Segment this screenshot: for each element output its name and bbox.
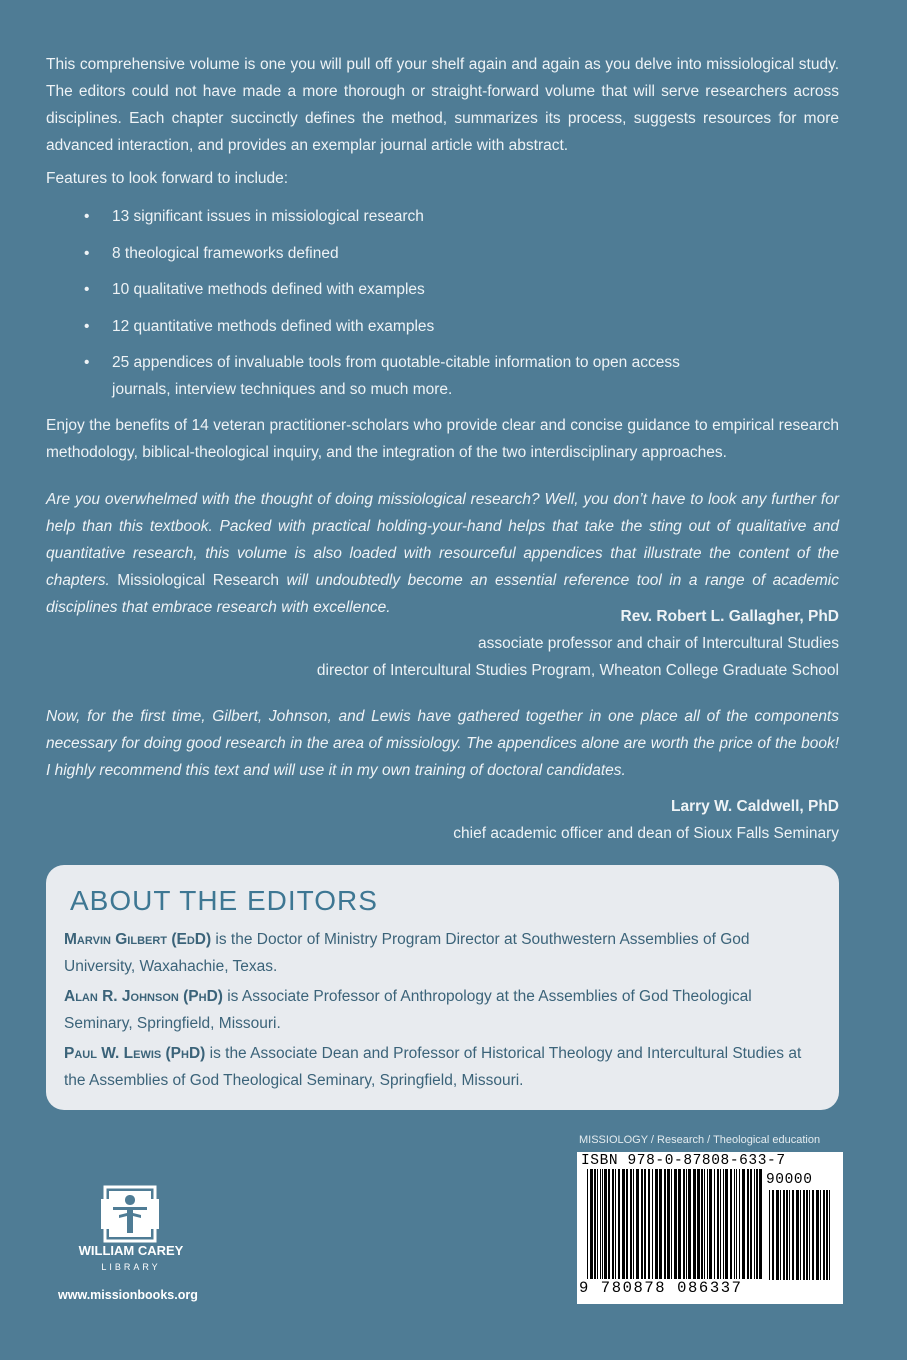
feature-item: • 12 quantitative methods defined with examples xyxy=(84,313,684,340)
isbn-label: ISBN 978-0-87808-633-7 xyxy=(581,1153,786,1169)
barcode-bar xyxy=(683,1169,685,1279)
bullet-icon: • xyxy=(84,354,90,371)
barcode-bar xyxy=(688,1169,691,1279)
barcode-bar xyxy=(800,1190,801,1280)
barcode-bar xyxy=(739,1169,740,1279)
barcode-bar xyxy=(812,1190,814,1280)
barcode-bar xyxy=(789,1190,790,1280)
barcode-bar xyxy=(725,1169,728,1279)
barcode-bar xyxy=(806,1190,808,1280)
editor-bio: Marvin Gilbert (EdD) is the Doctor of Ministry Program Director at Southwestern Assemblies of God University, Waxahachie, Texas. xyxy=(64,931,750,975)
barcode-bar xyxy=(608,1169,610,1279)
barcode-bar xyxy=(701,1169,703,1279)
barcode-bar xyxy=(594,1169,596,1279)
barcode-bar xyxy=(618,1169,620,1279)
barcode-bar xyxy=(820,1190,821,1280)
barcode-bar xyxy=(630,1169,632,1279)
endorser-title: chief academic officer and dean of Sioux Falls Seminary xyxy=(453,825,839,842)
bullet-icon: • xyxy=(84,244,90,262)
barcode-bar xyxy=(769,1190,770,1280)
barcode-bar xyxy=(636,1169,639,1279)
barcode-bar xyxy=(720,1169,721,1279)
features-list xyxy=(84,203,684,413)
barcode-bar xyxy=(671,1169,672,1279)
barcode-bar xyxy=(776,1190,779,1280)
barcode-bar xyxy=(655,1169,658,1279)
about-editors-panel xyxy=(46,865,839,1110)
barcode-bar xyxy=(664,1169,666,1279)
barcode-bar xyxy=(686,1169,687,1279)
barcode-bar xyxy=(600,1169,601,1279)
bullet-icon: • xyxy=(84,281,90,298)
barcode-bar xyxy=(652,1169,653,1279)
barcode-bar xyxy=(723,1169,724,1279)
closing-paragraph: Enjoy the benefits of 14 veteran practitioner-scholars who provide clear and concise guidance to empirical research methodology, biblical-theological inquiry, and the integration of the two interdisciplinary approaches. xyxy=(46,417,839,461)
subject-category: MISSIOLOGY / Research / Theological education xyxy=(579,1134,821,1146)
barcode-bar xyxy=(759,1169,762,1279)
barcode-bar xyxy=(736,1169,737,1279)
publisher-name: WILLIAM CAREY xyxy=(78,1243,184,1258)
barcode-bar xyxy=(597,1169,598,1279)
barcode-addon-bars xyxy=(769,1190,833,1280)
barcode-bar xyxy=(780,1190,781,1280)
intro-paragraph: This comprehensive volume is one you will pull off your shelf again and again as you delve into missiological study. The editors could not have made a more thorough or straight-forward volume that will serve researchers across disciplines. Each chapter succinctly defines the method, summarizes its process, suggests resources for more advanced interaction, and provides an exemplar journal article with abstract. xyxy=(46,56,839,154)
barcode-bar xyxy=(626,1169,628,1279)
feature-item: • 13 significant issues in missiological research xyxy=(84,203,684,230)
features-title: Features to look forward to include: xyxy=(46,170,289,187)
barcode-bar xyxy=(829,1190,830,1280)
barcode-bar xyxy=(816,1190,819,1280)
barcode-bar xyxy=(590,1169,593,1279)
barcode-bar xyxy=(678,1169,681,1279)
barcode-bar xyxy=(786,1190,788,1280)
barcode-bar xyxy=(707,1169,708,1279)
price-code: 90000 xyxy=(766,1172,813,1188)
barcode-bar xyxy=(730,1169,732,1279)
feature-item: • 25 appendices of invaluable tools from quotable-citable information to open access journals, interview techniques and so much more. xyxy=(84,349,684,403)
barcode-bar xyxy=(648,1169,650,1279)
editor-bio: Alan R. Johnson (PhD) is Associate Professor of Anthropology at the Assemblies of God Theological Seminary, Springfield, Missouri. xyxy=(64,988,752,1032)
barcode-bar xyxy=(633,1169,634,1279)
endorsement-quote: Are you overwhelmed with the thought of doing missiological research? Well, you don’t have to look any further for help than this textbook. Packed with practical holding-your-hand helps that take the sting out of qualitative and quantitative research, this volume is also loaded with resourceful appendices that illustrate the content of the chapters. Missiological Research will undoubtedly become an essential reference tool in a range of academic disciplines that embrace research with excellence. xyxy=(46,491,839,616)
endorser-name: Larry W. Caldwell, PhD xyxy=(671,798,839,815)
barcode-bar xyxy=(644,1169,646,1279)
editor-name: Paul W. Lewis (PhD) xyxy=(64,1045,206,1062)
barcode-bar xyxy=(704,1169,705,1279)
barcode-bar xyxy=(809,1190,810,1280)
feature-item: • 8 theological frameworks defined xyxy=(84,240,684,267)
bullet-icon: • xyxy=(84,317,90,335)
barcode-bar xyxy=(803,1190,805,1280)
book-title: Missiological Research xyxy=(117,572,280,589)
barcode-bar xyxy=(693,1169,696,1279)
endorser-title: associate professor and chair of Intercultural Studies xyxy=(478,635,839,652)
about-editors-heading: ABOUT THE EDITORS xyxy=(70,885,378,916)
barcode-bar xyxy=(756,1169,758,1279)
barcode-bar xyxy=(717,1169,719,1279)
barcode-bar xyxy=(783,1190,785,1280)
barcode-bar xyxy=(612,1169,614,1279)
barcode-bar xyxy=(667,1169,670,1279)
editor-name: Alan R. Johnson (PhD) xyxy=(64,988,223,1005)
barcode-bar xyxy=(622,1169,625,1279)
barcode-bar xyxy=(714,1169,715,1279)
barcode-bar xyxy=(587,1169,588,1279)
barcode-bar xyxy=(659,1169,662,1279)
barcode-bar xyxy=(754,1169,755,1279)
barcode-bar xyxy=(823,1190,825,1280)
editor-name: Marvin Gilbert (EdD) xyxy=(64,931,212,948)
endorser-attribution xyxy=(317,603,839,684)
barcode-bar xyxy=(742,1169,745,1279)
barcode-bar xyxy=(674,1169,677,1279)
barcode-digits: 9 780878 086337 xyxy=(579,1279,743,1297)
barcode-bar xyxy=(697,1169,700,1279)
barcode-bar xyxy=(604,1169,607,1279)
endorsement-quote: Now, for the first time, Gilbert, Johnson, and Lewis have gathered together in one place all of the components necessary for doing good research in the area of missiology. The appendices alone are worth the price of the book! I highly recommend this text and will use it in my own training of doctoral candidates. xyxy=(46,708,839,779)
barcode-bar xyxy=(796,1190,799,1280)
barcode-bar xyxy=(615,1169,616,1279)
editor-bio: Paul W. Lewis (PhD) is the Associate Dean and Professor of Historical Theology and Intercultural Studies at the Assemblies of God Theological Seminary, Springfield, Missouri. xyxy=(64,1045,802,1089)
barcode-bar xyxy=(734,1169,735,1279)
william-carey-library-logo-icon xyxy=(99,1183,161,1245)
barcode-bar xyxy=(750,1169,752,1279)
endorser-title: director of Intercultural Studies Program, Wheaton College Graduate School xyxy=(316,662,839,679)
barcode-bar xyxy=(641,1169,643,1279)
endorser-attribution xyxy=(453,793,839,847)
isbn-barcode xyxy=(577,1152,843,1304)
barcode-bar xyxy=(602,1169,603,1279)
publisher-subname: LIBRARY xyxy=(101,1262,161,1272)
publisher-website: www.missionbooks.org xyxy=(58,1288,198,1302)
endorser-name: Rev. Robert L. Gallagher, PhD xyxy=(620,608,839,625)
barcode-bar xyxy=(826,1190,828,1280)
bullet-icon: • xyxy=(84,208,90,225)
barcode-bar xyxy=(747,1169,749,1279)
barcode-bar xyxy=(792,1190,794,1280)
barcode-bar xyxy=(709,1169,712,1279)
barcode-bar xyxy=(772,1190,774,1280)
feature-item: • 10 qualitative methods defined with examples xyxy=(84,276,684,303)
barcode-bars xyxy=(587,1169,765,1279)
